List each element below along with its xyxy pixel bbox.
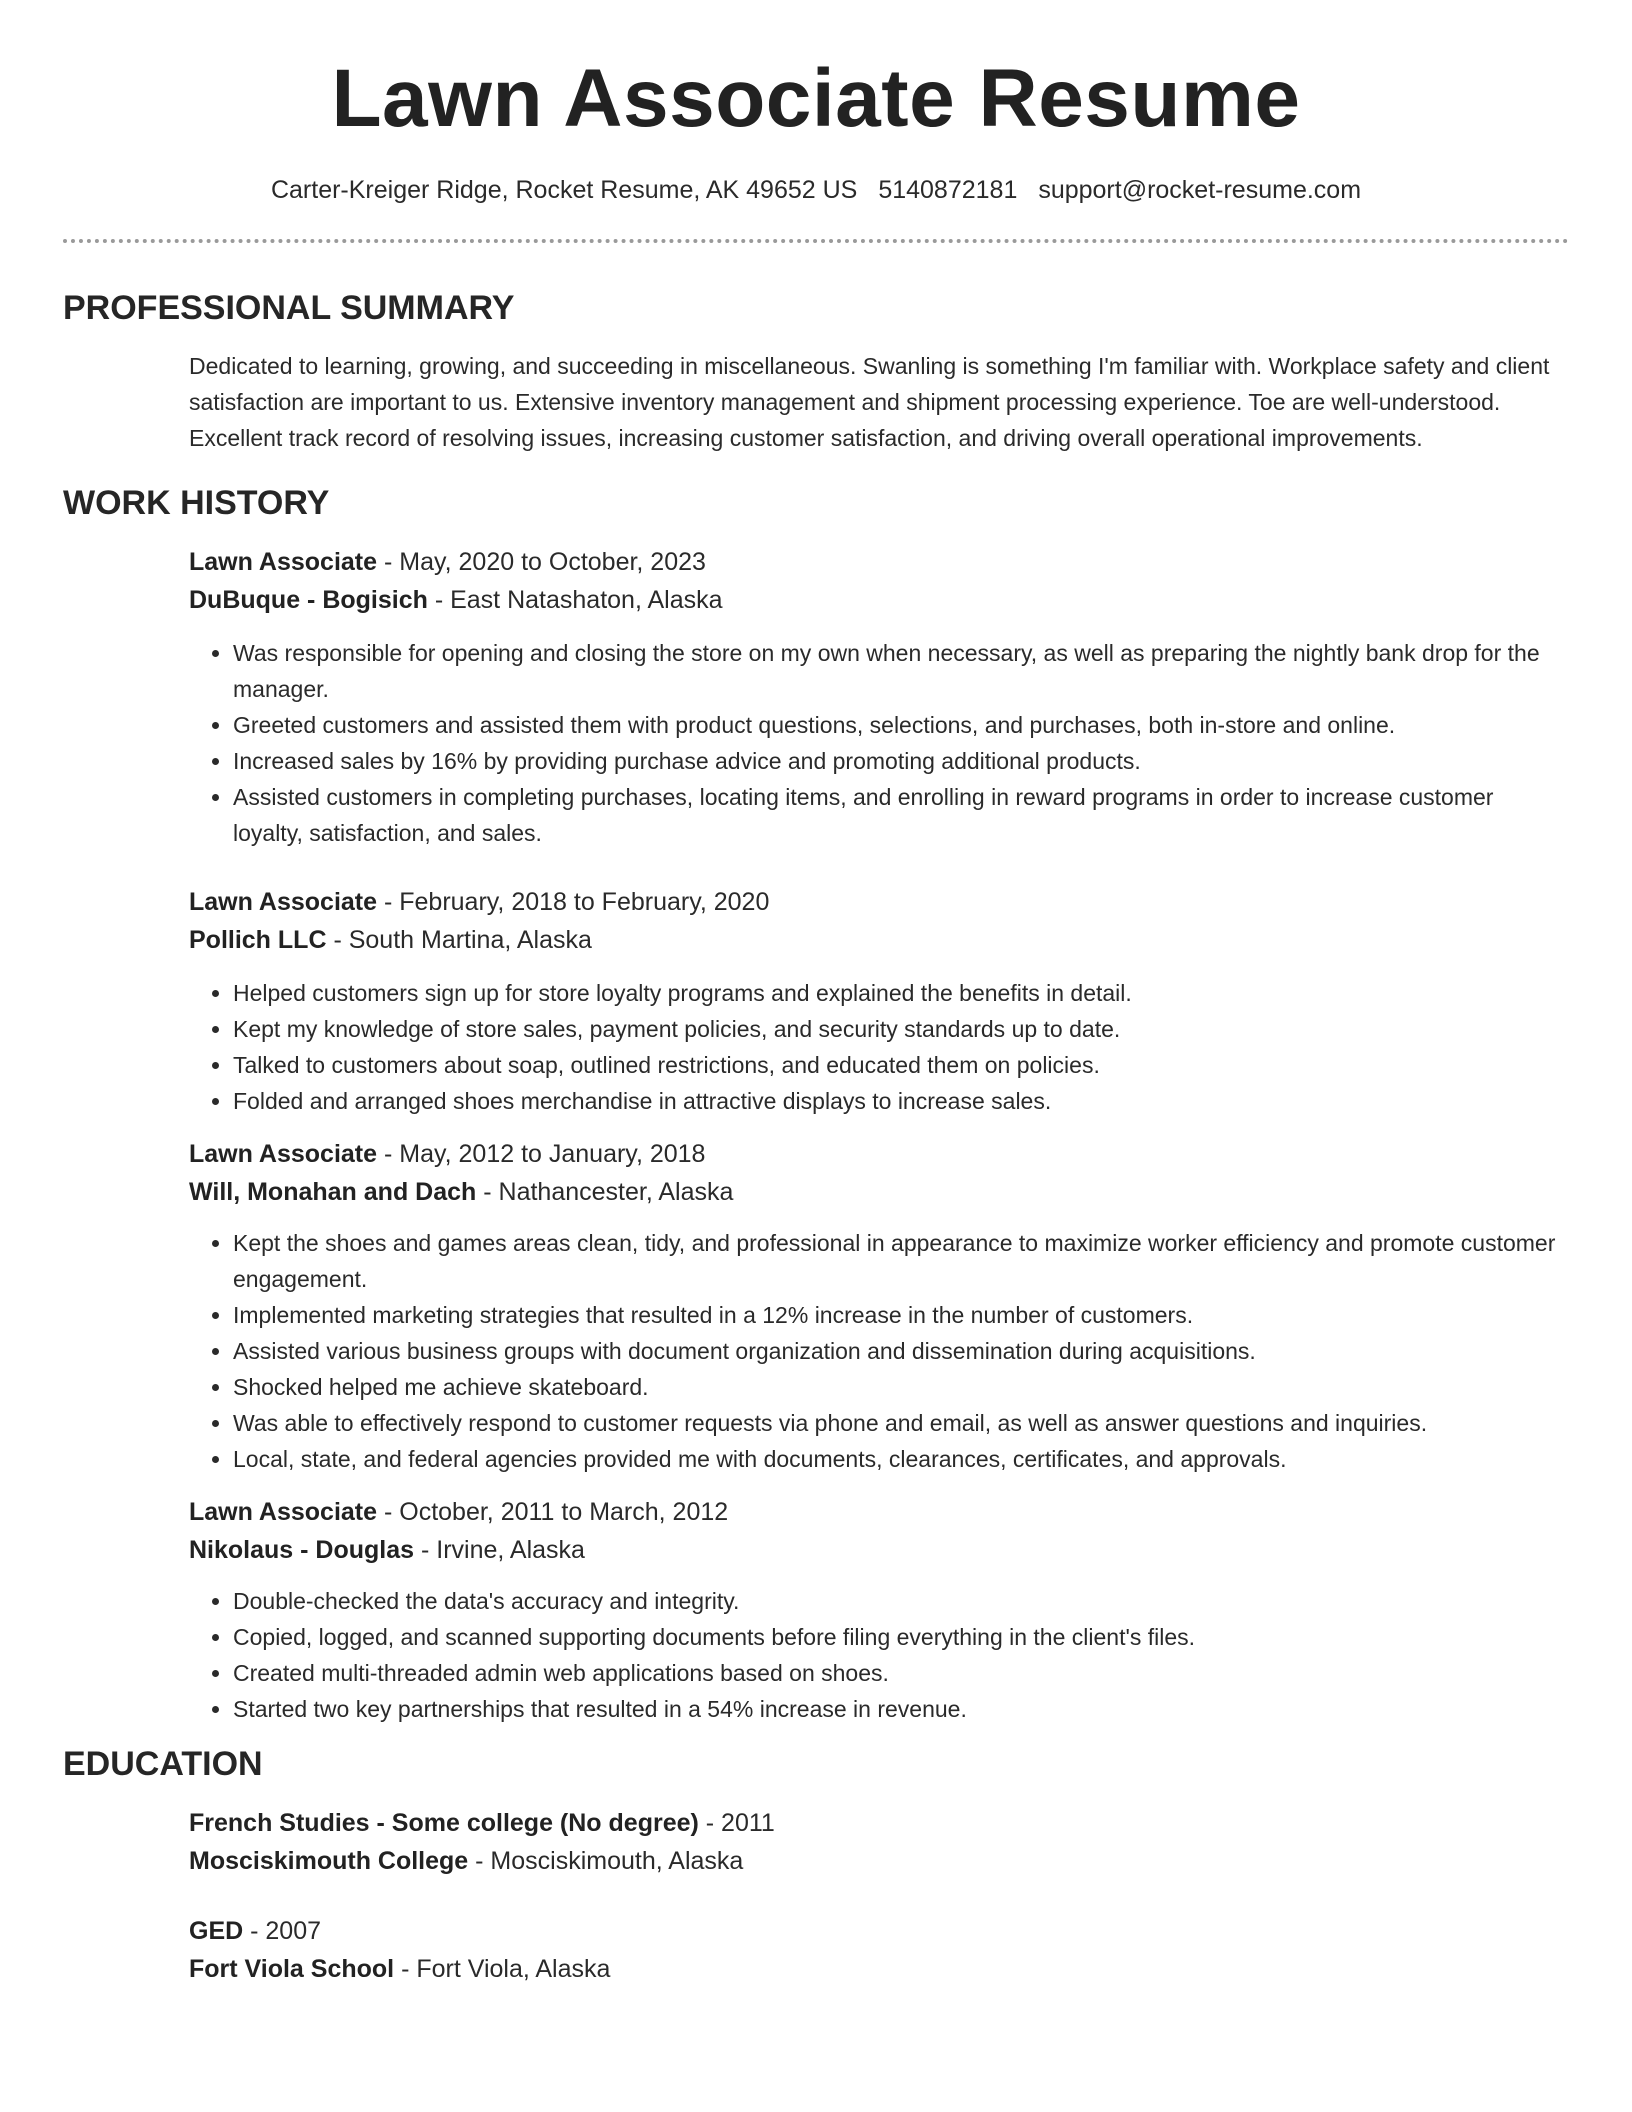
job-entry bbox=[189, 543, 1569, 851]
job-dates: - May, 2020 to October, 2023 bbox=[377, 548, 706, 577]
job-bullet: • Greeted customers and assisted them with product questions, selections, and purchases, both in-store and online. bbox=[233, 707, 1569, 743]
job-dates: - May, 2012 to January, 2018 bbox=[377, 1140, 706, 1169]
job-bullet: • Implemented marketing strategies that resulted in a 12% increase in the number of customers. bbox=[233, 1297, 1569, 1333]
job-dates: - February, 2018 to February, 2020 bbox=[377, 888, 770, 917]
address: Carter-Kreiger Ridge, Rocket Resume, AK 49652 US bbox=[270, 176, 858, 205]
job-company-line bbox=[189, 1173, 1569, 1211]
job-company-line bbox=[189, 1531, 1569, 1569]
job-bullets bbox=[189, 635, 1569, 851]
job-bullet: • Was able to effectively respond to customer requests via phone and email, as well as answer questions and inquiries. bbox=[233, 1405, 1569, 1441]
work-history-heading: WORK HISTORY bbox=[63, 484, 330, 523]
job-title: Lawn Associate bbox=[189, 888, 378, 917]
job-bullet: • Shocked helped me achieve skateboard. bbox=[233, 1369, 1569, 1405]
job-title-line bbox=[189, 1493, 1569, 1531]
education-school-line bbox=[189, 1842, 1569, 1880]
job-company: Will, Monahan and Dach bbox=[189, 1178, 477, 1207]
job-title: Lawn Associate bbox=[189, 548, 378, 577]
job-bullet: • Kept my knowledge of store sales, payment policies, and security standards up to date. bbox=[233, 1011, 1569, 1047]
job-bullets bbox=[189, 1583, 1569, 1727]
resume-title: Lawn Associate Resume bbox=[331, 53, 1301, 144]
job-company: Pollich LLC bbox=[189, 926, 327, 955]
education-degree-line bbox=[189, 1912, 1569, 1950]
education-degree: GED bbox=[189, 1917, 244, 1946]
education-school: Mosciskimouth College bbox=[189, 1847, 469, 1876]
education-location: - Mosciskimouth, Alaska bbox=[468, 1847, 744, 1876]
email: support@rocket-resume.com bbox=[1038, 176, 1362, 205]
job-bullet: • Double-checked the data's accuracy and integrity. bbox=[233, 1583, 1569, 1619]
job-bullet: • Was responsible for opening and closing the store on my own when necessary, as well as preparing the nightly bank drop for the manager. bbox=[233, 635, 1569, 707]
job-title-line bbox=[189, 543, 1569, 581]
education-degree-line bbox=[189, 1804, 1569, 1842]
summary-text: Dedicated to learning, growing, and succeeding in miscellaneous. Swanling is something I'm familiar with. Workplace safety and client satisfaction are important to us. Extensive inventory management and shipment processing experience. Toe are well-understood. Excellent track record of resolving issues, increasing customer satisfaction, and driving overall operational improvements. bbox=[189, 353, 1550, 452]
header-divider bbox=[63, 239, 1569, 243]
education-entry bbox=[189, 1912, 1569, 1988]
job-company-line bbox=[189, 921, 1569, 959]
job-bullet: • Kept the shoes and games areas clean, tidy, and professional in appearance to maximize worker efficiency and promote customer engagement. bbox=[233, 1225, 1569, 1297]
education-heading: EDUCATION bbox=[63, 1745, 263, 1784]
education-location: - Fort Viola, Alaska bbox=[394, 1955, 611, 1984]
job-bullet: • Increased sales by 16% by providing purchase advice and promoting additional products. bbox=[233, 743, 1569, 779]
job-bullet: • Talked to customers about soap, outlined restrictions, and educated them on policies. bbox=[233, 1047, 1569, 1083]
job-title-line bbox=[189, 1135, 1569, 1173]
job-bullet: • Helped customers sign up for store loyalty programs and explained the benefits in detail. bbox=[233, 975, 1569, 1011]
job-bullet: • Assisted various business groups with document organization and dissemination during acquisitions. bbox=[233, 1333, 1569, 1369]
education-entry bbox=[189, 1804, 1569, 1880]
job-location: - South Martina, Alaska bbox=[326, 926, 592, 955]
job-bullet: • Created multi-threaded admin web applications based on shoes. bbox=[233, 1655, 1569, 1691]
job-company: Nikolaus - Douglas bbox=[189, 1536, 415, 1565]
job-company: DuBuque - Bogisich bbox=[189, 586, 428, 615]
job-title-line bbox=[189, 883, 1569, 921]
education-year: - 2007 bbox=[243, 1917, 322, 1946]
job-title: Lawn Associate bbox=[189, 1498, 378, 1527]
education-degree: French Studies - Some college (No degree) bbox=[189, 1809, 699, 1838]
job-entry bbox=[189, 1135, 1569, 1477]
contact-line bbox=[63, 176, 1569, 205]
job-location: - Irvine, Alaska bbox=[414, 1536, 585, 1565]
job-entry bbox=[189, 883, 1569, 1119]
job-company-line bbox=[189, 581, 1569, 619]
education-school: Fort Viola School bbox=[189, 1955, 395, 1984]
job-dates: - October, 2011 to March, 2012 bbox=[377, 1498, 729, 1527]
job-bullet: • Folded and arranged shoes merchandise in attractive displays to increase sales. bbox=[233, 1083, 1569, 1119]
job-location: - East Natashaton, Alaska bbox=[427, 586, 723, 615]
job-bullet: • Assisted customers in completing purchases, locating items, and enrolling in reward programs in order to increase customer loyalty, satisfaction, and sales. bbox=[233, 779, 1569, 851]
education-school-line bbox=[189, 1950, 1569, 1988]
job-entry bbox=[189, 1493, 1569, 1727]
job-location: - Nathancester, Alaska bbox=[476, 1178, 734, 1207]
job-title: Lawn Associate bbox=[189, 1140, 378, 1169]
job-bullet: • Started two key partnerships that resulted in a 54% increase in revenue. bbox=[233, 1691, 1569, 1727]
job-bullet: • Copied, logged, and scanned supporting documents before filing everything in the client's files. bbox=[233, 1619, 1569, 1655]
job-bullet: • Local, state, and federal agencies provided me with documents, clearances, certificates, and approvals. bbox=[233, 1441, 1569, 1477]
job-bullets bbox=[189, 975, 1569, 1119]
summary-heading: PROFESSIONAL SUMMARY bbox=[63, 289, 515, 328]
education-year: - 2011 bbox=[698, 1809, 775, 1838]
job-bullets bbox=[189, 1225, 1569, 1477]
phone: 5140872181 bbox=[878, 176, 1018, 205]
